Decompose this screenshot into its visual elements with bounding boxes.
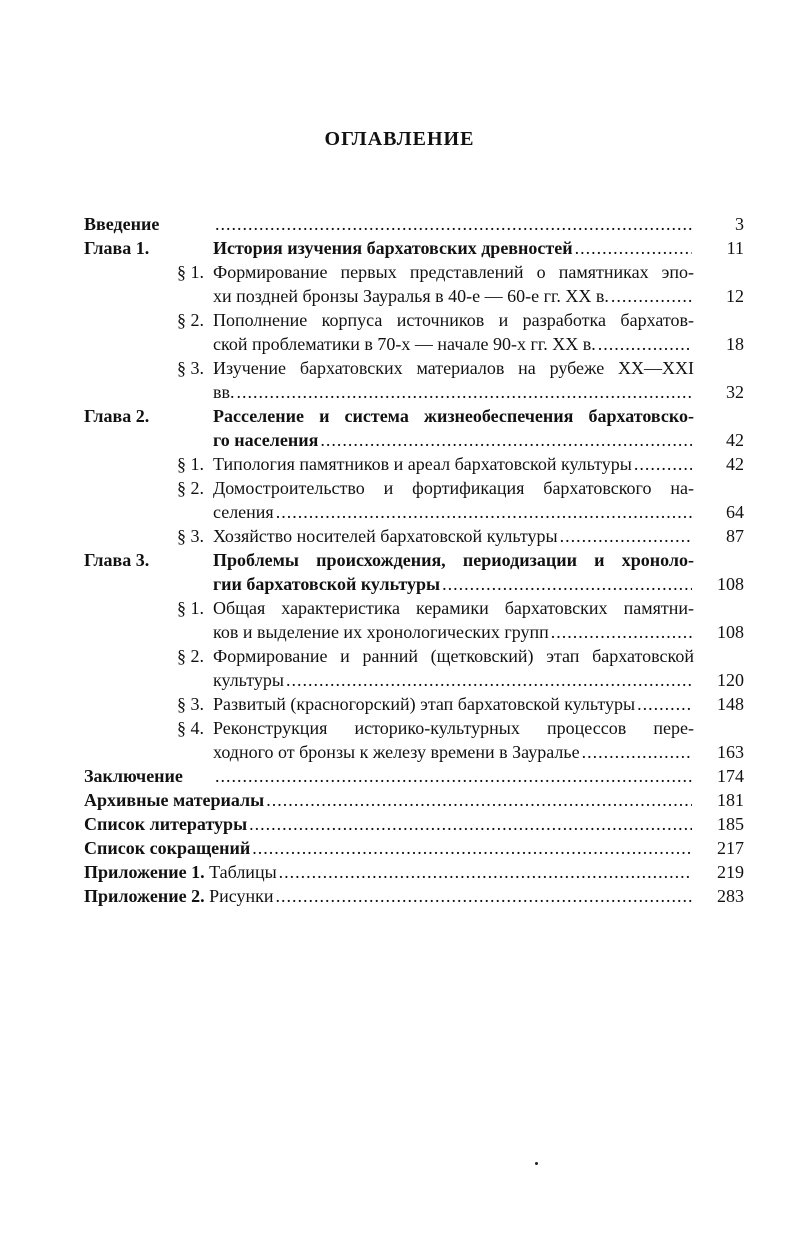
toc-entry-ch3-section-2[interactable] [84, 646, 744, 694]
toc-entry-ch1-section-3[interactable] [84, 358, 744, 406]
page-number: 181 [717, 790, 744, 810]
leader-dots [275, 886, 692, 907]
toc-entry-archive[interactable] [84, 790, 744, 814]
entry-label: Архивные материалы [84, 790, 265, 810]
section-number: § 1. [177, 454, 204, 474]
toc-entry-chapter-3[interactable] [84, 550, 744, 598]
toc-entry-ch2-section-3[interactable] [84, 526, 744, 550]
page-number: 174 [717, 766, 744, 786]
page-number: 163 [717, 742, 744, 762]
leader-dots [286, 670, 692, 691]
section-number: § 2. [177, 646, 204, 666]
entry-title-line-2: ской проблематики в 70-х — начале 90-х гг. XX в. [213, 334, 596, 354]
toc-entry-ch3-section-1[interactable] [84, 598, 744, 646]
entry-label: Глава 3. [84, 550, 150, 570]
entry-title-line-2: гии бархатовской культуры [213, 574, 441, 594]
leader-dots [252, 838, 692, 859]
entry-title-line-1: Пополнение корпуса источников и разработка бархатов- [213, 310, 694, 330]
toc-entry-chapter-1[interactable] [84, 238, 744, 262]
leader-dots [582, 742, 692, 763]
entry-title-line-1: Реконструкция историко-культурных процессов пере- [213, 718, 694, 738]
leader-dots [320, 430, 692, 451]
leader-dots [276, 502, 692, 523]
leader-dots [279, 862, 692, 883]
entry-label: Глава 2. [84, 406, 150, 426]
page-number: 18 [726, 334, 744, 354]
leader-dots [551, 622, 692, 643]
section-number: § 1. [177, 262, 204, 282]
leader-dots [266, 790, 692, 811]
page-number: 219 [717, 862, 744, 882]
leader-dots [634, 454, 692, 475]
entry-title-line-1: Формирование первых представлений о памятниках эпо- [213, 262, 694, 282]
section-number: § 4. [177, 718, 204, 738]
entry-title-line-2: вв. [213, 382, 235, 402]
toc-entry-appendix-1[interactable] [84, 862, 744, 886]
entry-label: Заключение [84, 766, 183, 786]
table-of-contents [84, 214, 744, 910]
page-number: 42 [726, 454, 744, 474]
entry-title-line-1: Проблемы происхождения, периодизации и хроноло- [213, 550, 694, 570]
entry-title: История изучения бархатовских древностей [213, 238, 573, 258]
page-number: 87 [726, 526, 744, 546]
entry-title: Хозяйство носителей бархатовской культуры [213, 526, 558, 546]
entry-title-line-2: ков и выделение их хронологических групп [213, 622, 549, 642]
entry-title-line-1: Расселение и система жизнеобеспечения бархатовско- [213, 406, 694, 426]
page-number: 217 [717, 838, 744, 858]
section-number: § 2. [177, 310, 204, 330]
toc-entry-ch1-section-1[interactable] [84, 262, 744, 310]
page-number: 3 [735, 214, 744, 234]
leader-dots [237, 382, 693, 403]
leader-dots [215, 214, 692, 235]
page-number: 32 [726, 382, 744, 402]
section-number: § 3. [177, 358, 204, 378]
entry-label: Список сокращений [84, 838, 251, 858]
leader-dots [611, 286, 692, 307]
page-number: 12 [726, 286, 744, 306]
leader-dots [442, 574, 692, 595]
page-number: 108 [717, 622, 744, 642]
section-number: § 3. [177, 526, 204, 546]
page-number: 185 [717, 814, 744, 834]
entry-title: Рисунки [209, 886, 274, 906]
toc-entry-ch2-section-1[interactable] [84, 454, 744, 478]
page-number: 148 [717, 694, 744, 714]
section-number: § 1. [177, 598, 204, 618]
page-number: 283 [717, 886, 744, 906]
entry-title-line-1: Формирование и ранний (щетковский) этап бархатовской [213, 646, 694, 666]
entry-label: Приложение 2. [84, 886, 205, 906]
entry-title-line-2: го населения [213, 430, 319, 450]
section-number: § 3. [177, 694, 204, 714]
toc-entry-intro[interactable] [84, 214, 744, 238]
toc-entry-abbreviations[interactable] [84, 838, 744, 862]
page-number: 42 [726, 430, 744, 450]
leader-dots [598, 334, 692, 355]
entry-title-line-1: Изучение бархатовских материалов на рубеже XX—XXI [213, 358, 694, 378]
leader-dots [560, 526, 692, 547]
toc-entry-literature[interactable] [84, 814, 744, 838]
page-title: ОГЛАВЛЕНИЕ [324, 128, 475, 150]
entry-title-line-1: Общая характеристика керамики бархатовских памятни- [213, 598, 694, 618]
entry-title-line-2: культуры [213, 670, 284, 690]
toc-entry-chapter-2[interactable] [84, 406, 744, 454]
entry-label: Введение [84, 214, 160, 234]
entry-title: Таблицы [209, 862, 277, 882]
entry-label: Список литературы [84, 814, 248, 834]
toc-entry-appendix-2[interactable] [84, 886, 744, 910]
leader-dots [637, 694, 692, 715]
leader-dots [575, 238, 692, 259]
entry-title-line-2: селения [213, 502, 274, 522]
toc-entry-ch2-section-2[interactable] [84, 478, 744, 526]
entry-title-line-2: ходного от бронзы к железу времени в Зауралье [213, 742, 580, 762]
entry-title-line-1: Домостроительство и фортификация бархатовского на- [213, 478, 694, 498]
section-number: § 2. [177, 478, 204, 498]
entry-title-line-2: хи поздней бронзы Зауралья в 40-е — 60-е гг. XX в. [213, 286, 609, 306]
entry-title: Типология памятников и ареал бархатовской культуры [213, 454, 632, 474]
entry-label: Глава 1. [84, 238, 150, 258]
leader-dots [249, 814, 692, 835]
toc-entry-ch3-section-3[interactable] [84, 694, 744, 718]
entry-title: Развитый (красногорский) этап бархатовской культуры [213, 694, 636, 714]
toc-entry-ch3-section-4[interactable] [84, 718, 744, 766]
toc-entry-ch1-section-2[interactable] [84, 310, 744, 358]
page-number: 64 [726, 502, 744, 522]
leader-dots [215, 766, 692, 787]
page-number: 108 [717, 574, 744, 594]
entry-label: Приложение 1. [84, 862, 205, 882]
page-number: 120 [717, 670, 744, 690]
toc-entry-conclusion[interactable] [84, 766, 744, 790]
print-speck [535, 1162, 538, 1165]
page-number: 11 [726, 238, 744, 258]
